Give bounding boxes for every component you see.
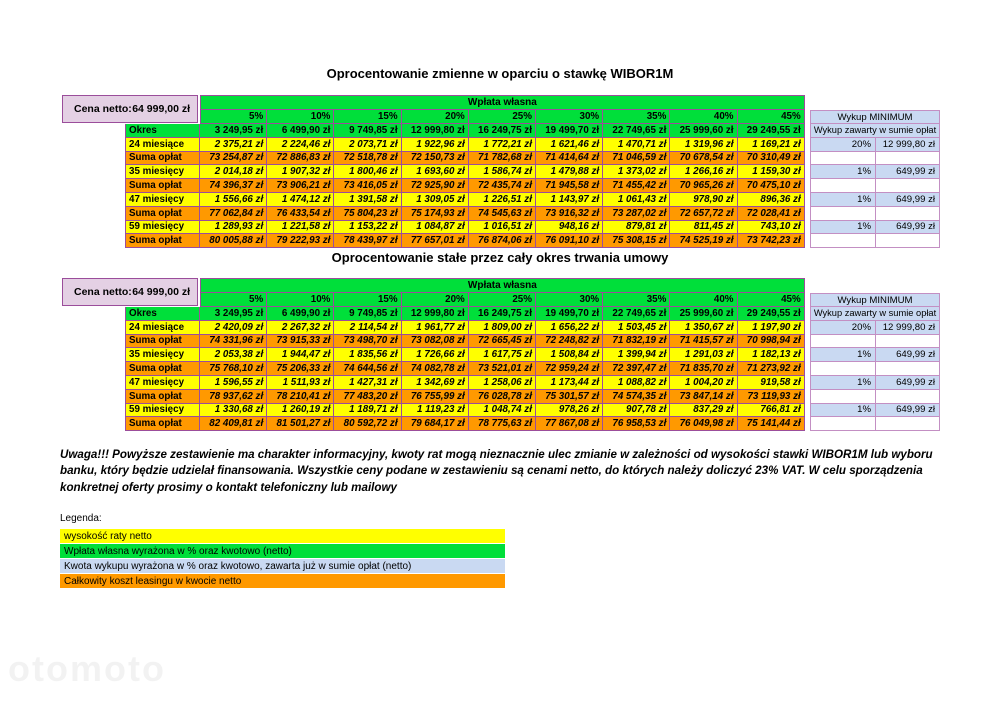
- value-cell: 25 999,60 zł: [670, 307, 737, 321]
- value-cell: 1 596,55 zł: [200, 376, 267, 390]
- wykup-pct-cell: 1%: [810, 193, 876, 207]
- value-cell: 1 470,71 zł: [603, 138, 670, 152]
- percent-header: 5%: [200, 293, 267, 307]
- value-cell: 73 498,70 zł: [334, 335, 401, 349]
- net-price-value: 64 999,00 zł: [132, 286, 190, 298]
- value-cell: 1 258,06 zł: [469, 376, 536, 390]
- value-cell: 71 455,42 zł: [603, 179, 670, 193]
- value-cell: 1 350,67 zł: [670, 321, 737, 335]
- legend-item-green: Wpłata własna wyrażona w % oraz kwotowo (netto): [60, 544, 505, 558]
- legend-item-blue: Kwota wykupu wyrażona w % oraz kwotowo, zawarta już w sumie opłat (netto): [60, 559, 505, 573]
- value-cell: 72 150,73 zł: [402, 152, 469, 166]
- wykup-pct-cell: [810, 417, 876, 431]
- value-cell: 73 287,02 zł: [603, 207, 670, 221]
- wykup-grid: [810, 95, 940, 248]
- value-cell: 1 342,69 zł: [402, 376, 469, 390]
- watermark: otomoto: [8, 648, 166, 689]
- value-cell: 3 249,95 zł: [200, 124, 267, 138]
- value-cell: 1 907,32 zł: [267, 165, 334, 179]
- wykup-amount-cell: 649,99 zł: [876, 221, 940, 235]
- wykup-amount-cell: [876, 335, 940, 349]
- row-label: 47 miesięcy: [125, 376, 200, 390]
- value-cell: 77 483,20 zł: [334, 390, 401, 404]
- rate-grid: [125, 95, 805, 248]
- value-cell: 71 835,70 zł: [670, 362, 737, 376]
- percent-header: 5%: [200, 110, 267, 124]
- value-cell: 70 678,54 zł: [670, 152, 737, 166]
- value-cell: 73 254,87 zł: [200, 152, 267, 166]
- value-cell: 76 049,98 zł: [670, 417, 737, 431]
- row-label: 59 miesięcy: [125, 404, 200, 418]
- value-cell: 16 249,75 zł: [469, 307, 536, 321]
- wykup-minimum-header: Wykup MINIMUM: [810, 110, 940, 124]
- percent-header: 40%: [670, 110, 737, 124]
- wykup-subheader: Wykup zawarty w sumie opłat: [810, 307, 940, 321]
- fixed-rate-table-section: [0, 278, 1000, 432]
- value-cell: 2 114,54 zł: [334, 321, 401, 335]
- value-cell: 73 119,93 zł: [738, 390, 805, 404]
- value-cell: 74 545,63 zł: [469, 207, 536, 221]
- grid-corner: [125, 278, 200, 293]
- percent-header: 15%: [334, 110, 401, 124]
- value-cell: 75 174,93 zł: [402, 207, 469, 221]
- percent-header: 20%: [402, 293, 469, 307]
- value-cell: 77 062,84 zł: [200, 207, 267, 221]
- wplata-wlasna-header: Wpłata własna: [200, 278, 805, 293]
- value-cell: 19 499,70 zł: [536, 307, 603, 321]
- wykup-amount-cell: 649,99 zł: [876, 404, 940, 418]
- value-cell: 948,16 zł: [536, 221, 603, 235]
- value-cell: 76 433,54 zł: [267, 207, 334, 221]
- value-cell: 907,78 zł: [603, 404, 670, 418]
- value-cell: 74 331,96 zł: [200, 335, 267, 349]
- grid-corner: [125, 110, 200, 124]
- value-cell: 71 414,64 zł: [536, 152, 603, 166]
- value-cell: 22 749,65 zł: [603, 124, 670, 138]
- value-cell: 70 998,94 zł: [738, 335, 805, 349]
- wykup-amount-cell: [876, 417, 940, 431]
- wykup-pct-cell: 1%: [810, 221, 876, 235]
- value-cell: 73 916,32 zł: [536, 207, 603, 221]
- value-cell: 22 749,65 zł: [603, 307, 670, 321]
- value-cell: 978,26 zł: [536, 404, 603, 418]
- grid-corner: [125, 293, 200, 307]
- value-cell: 1 399,94 zł: [603, 348, 670, 362]
- value-cell: 2 224,46 zł: [267, 138, 334, 152]
- rate-grid: [125, 278, 805, 431]
- value-cell: 1 197,90 zł: [738, 321, 805, 335]
- value-cell: 74 644,56 zł: [334, 362, 401, 376]
- wykup-pct-cell: 1%: [810, 348, 876, 362]
- value-cell: 73 082,08 zł: [402, 335, 469, 349]
- value-cell: 72 028,41 zł: [738, 207, 805, 221]
- wplata-wlasna-header: Wpłata własna: [200, 95, 805, 110]
- wykup-pct-cell: [810, 207, 876, 221]
- wykup-pct-cell: 1%: [810, 404, 876, 418]
- value-cell: 76 958,53 zł: [603, 417, 670, 431]
- value-cell: 1 221,58 zł: [267, 221, 334, 235]
- value-cell: 75 206,33 zł: [267, 362, 334, 376]
- value-cell: 743,10 zł: [738, 221, 805, 235]
- value-cell: 74 082,78 zł: [402, 362, 469, 376]
- value-cell: 1 330,68 zł: [200, 404, 267, 418]
- value-cell: 1 153,22 zł: [334, 221, 401, 235]
- value-cell: 9 749,85 zł: [334, 307, 401, 321]
- row-label: Suma opłat: [125, 390, 200, 404]
- value-cell: 919,58 zł: [738, 376, 805, 390]
- percent-header: 35%: [603, 110, 670, 124]
- value-cell: 2 073,71 zł: [334, 138, 401, 152]
- wykup-amount-cell: 649,99 zł: [876, 193, 940, 207]
- value-cell: 72 518,78 zł: [334, 152, 401, 166]
- value-cell: 1 373,02 zł: [603, 165, 670, 179]
- value-cell: 78 937,62 zł: [200, 390, 267, 404]
- disclaimer-text: Uwaga!!! Powyższe zestawienie ma charakter informacyjny, kwoty rat mogą nieznacznie ulec zmianie w zależności od wysokości stawki WIBOR1M lub wyboru banku, który będzie udzielał finansowania. Wszystkie ceny podane w zestawieniu są cenami netto, do których należy doliczyć 23% VAT. W celu sporządzenia konkretnej oferty prosimy o kontakt telefoniczny lub mailowy: [60, 448, 933, 494]
- wykup-pct-cell: 1%: [810, 165, 876, 179]
- value-cell: 78 210,41 zł: [267, 390, 334, 404]
- net-price-label: Cena netto:: [74, 103, 132, 115]
- value-cell: 12 999,80 zł: [402, 307, 469, 321]
- value-cell: 896,36 zł: [738, 193, 805, 207]
- percent-header: 20%: [402, 110, 469, 124]
- value-cell: 72 657,72 zł: [670, 207, 737, 221]
- row-label: 35 miesięcy: [125, 165, 200, 179]
- wykup-pct-cell: [810, 335, 876, 349]
- legend-item-orange: Całkowity koszt leasingu w kwocie netto: [60, 574, 505, 588]
- value-cell: 1 189,71 zł: [334, 404, 401, 418]
- value-cell: 1 809,00 zł: [469, 321, 536, 335]
- value-cell: 766,81 zł: [738, 404, 805, 418]
- value-cell: 71 832,19 zł: [603, 335, 670, 349]
- wykup-grid: [810, 278, 940, 431]
- value-cell: 6 499,90 zł: [267, 124, 334, 138]
- row-label: 24 miesiące: [125, 138, 200, 152]
- value-cell: 78 439,97 zł: [334, 234, 401, 248]
- legend: [60, 513, 505, 589]
- row-label: Suma opłat: [125, 207, 200, 221]
- row-label: 47 miesięcy: [125, 193, 200, 207]
- wykup-pct-cell: 1%: [810, 376, 876, 390]
- value-cell: 75 804,23 zł: [334, 207, 401, 221]
- value-cell: 78 775,63 zł: [469, 417, 536, 431]
- value-cell: 72 925,90 zł: [402, 179, 469, 193]
- wykup-subheader: Wykup zawarty w sumie opłat: [810, 124, 940, 138]
- value-cell: 1 656,22 zł: [536, 321, 603, 335]
- value-cell: 1 922,96 zł: [402, 138, 469, 152]
- value-cell: 811,45 zł: [670, 221, 737, 235]
- value-cell: 76 028,78 zł: [469, 390, 536, 404]
- row-label: Suma opłat: [125, 234, 200, 248]
- value-cell: 1 226,51 zł: [469, 193, 536, 207]
- value-cell: 79 222,93 zł: [267, 234, 334, 248]
- value-cell: 879,81 zł: [603, 221, 670, 235]
- value-cell: 1 182,13 zł: [738, 348, 805, 362]
- percent-header: 25%: [469, 110, 536, 124]
- value-cell: 72 886,83 zł: [267, 152, 334, 166]
- value-cell: 29 249,55 zł: [738, 124, 805, 138]
- value-cell: 1 048,74 zł: [469, 404, 536, 418]
- value-cell: 1 772,21 zł: [469, 138, 536, 152]
- value-cell: 70 310,49 zł: [738, 152, 805, 166]
- row-label: 35 miesięcy: [125, 348, 200, 362]
- wykup-pct-cell: 20%: [810, 321, 876, 335]
- value-cell: 29 249,55 zł: [738, 307, 805, 321]
- row-label: Okres: [125, 124, 200, 138]
- value-cell: 80 592,72 zł: [334, 417, 401, 431]
- value-cell: 79 684,17 zł: [402, 417, 469, 431]
- wykup-amount-cell: [876, 152, 940, 166]
- value-cell: 75 301,57 zł: [536, 390, 603, 404]
- value-cell: 1 143,97 zł: [536, 193, 603, 207]
- value-cell: 1 474,12 zł: [267, 193, 334, 207]
- value-cell: 1 508,84 zł: [536, 348, 603, 362]
- value-cell: 76 091,10 zł: [536, 234, 603, 248]
- wykup-pct-cell: [810, 234, 876, 248]
- value-cell: 70 965,26 zł: [670, 179, 737, 193]
- value-cell: 1 586,74 zł: [469, 165, 536, 179]
- percent-header: 10%: [267, 293, 334, 307]
- value-cell: 80 005,88 zł: [200, 234, 267, 248]
- value-cell: 77 867,08 zł: [536, 417, 603, 431]
- value-cell: 2 375,21 zł: [200, 138, 267, 152]
- value-cell: 74 396,37 zł: [200, 179, 267, 193]
- value-cell: 16 249,75 zł: [469, 124, 536, 138]
- value-cell: 1 004,20 zł: [670, 376, 737, 390]
- value-cell: 1 319,96 zł: [670, 138, 737, 152]
- net-price-value: 64 999,00 zł: [132, 103, 190, 115]
- value-cell: 2 014,18 zł: [200, 165, 267, 179]
- value-cell: 81 501,27 zł: [267, 417, 334, 431]
- row-label: 24 miesiące: [125, 321, 200, 335]
- table-title-variable-rate: Oprocentowanie zmienne w oparciu o stawkę WIBOR1M: [326, 66, 674, 81]
- wykup-amount-cell: [876, 362, 940, 376]
- value-cell: 72 959,24 zł: [536, 362, 603, 376]
- value-cell: 1 835,56 zł: [334, 348, 401, 362]
- value-cell: 1 944,47 zł: [267, 348, 334, 362]
- wykup-amount-cell: [876, 390, 940, 404]
- value-cell: 1 291,03 zł: [670, 348, 737, 362]
- wykup-pct-cell: 20%: [810, 138, 876, 152]
- value-cell: 1 621,46 zł: [536, 138, 603, 152]
- value-cell: 70 475,10 zł: [738, 179, 805, 193]
- value-cell: 73 521,01 zł: [469, 362, 536, 376]
- value-cell: 19 499,70 zł: [536, 124, 603, 138]
- value-cell: 1 556,66 zł: [200, 193, 267, 207]
- row-label: Suma opłat: [125, 179, 200, 193]
- value-cell: 71 945,58 zł: [536, 179, 603, 193]
- value-cell: 74 574,35 zł: [603, 390, 670, 404]
- value-cell: 1 479,88 zł: [536, 165, 603, 179]
- wykup-amount-cell: [876, 207, 940, 221]
- value-cell: 71 415,57 zł: [670, 335, 737, 349]
- percent-header: 35%: [603, 293, 670, 307]
- percent-header: 45%: [738, 293, 805, 307]
- value-cell: 73 906,21 zł: [267, 179, 334, 193]
- value-cell: 1 961,77 zł: [402, 321, 469, 335]
- value-cell: 71 782,68 zł: [469, 152, 536, 166]
- value-cell: 73 847,14 zł: [670, 390, 737, 404]
- value-cell: 76 874,06 zł: [469, 234, 536, 248]
- value-cell: 1 511,93 zł: [267, 376, 334, 390]
- legend-bars: [60, 529, 505, 588]
- value-cell: 77 657,01 zł: [402, 234, 469, 248]
- value-cell: 1 119,23 zł: [402, 404, 469, 418]
- value-cell: 74 525,19 zł: [670, 234, 737, 248]
- value-cell: 9 749,85 zł: [334, 124, 401, 138]
- value-cell: 1 427,31 zł: [334, 376, 401, 390]
- variable-rate-table-section: [0, 95, 1000, 249]
- percent-header: 25%: [469, 293, 536, 307]
- value-cell: 978,90 zł: [670, 193, 737, 207]
- value-cell: 1 617,75 zł: [469, 348, 536, 362]
- wykup-amount-cell: 649,99 zł: [876, 376, 940, 390]
- value-cell: 1 800,46 zł: [334, 165, 401, 179]
- wykup-pct-cell: [810, 390, 876, 404]
- wykup-amount-cell: [876, 179, 940, 193]
- legend-title: Legenda:: [60, 513, 102, 524]
- percent-header: 45%: [738, 110, 805, 124]
- grid-corner: [125, 95, 200, 110]
- value-cell: 73 915,33 zł: [267, 335, 334, 349]
- legend-item-yellow: wysokość raty netto: [60, 529, 505, 543]
- value-cell: 2 053,38 zł: [200, 348, 267, 362]
- table-title-fixed-rate: Oprocentowanie stałe przez cały okres trwania umowy: [331, 250, 669, 265]
- value-cell: 1 173,44 zł: [536, 376, 603, 390]
- row-label: Okres: [125, 307, 200, 321]
- value-cell: 1 016,51 zł: [469, 221, 536, 235]
- percent-header: 10%: [267, 110, 334, 124]
- value-cell: 76 755,99 zł: [402, 390, 469, 404]
- percent-header: 40%: [670, 293, 737, 307]
- value-cell: 1 084,87 zł: [402, 221, 469, 235]
- value-cell: 71 046,59 zł: [603, 152, 670, 166]
- value-cell: 6 499,90 zł: [267, 307, 334, 321]
- value-cell: 72 248,82 zł: [536, 335, 603, 349]
- wykup-pct-cell: [810, 179, 876, 193]
- value-cell: 1 503,45 zł: [603, 321, 670, 335]
- wykup-pct-cell: [810, 362, 876, 376]
- value-cell: 1 061,43 zł: [603, 193, 670, 207]
- percent-header: 15%: [334, 293, 401, 307]
- value-cell: 72 665,45 zł: [469, 335, 536, 349]
- row-label: Suma opłat: [125, 335, 200, 349]
- value-cell: 1 088,82 zł: [603, 376, 670, 390]
- value-cell: 3 249,95 zł: [200, 307, 267, 321]
- value-cell: 73 416,05 zł: [334, 179, 401, 193]
- value-cell: 837,29 zł: [670, 404, 737, 418]
- row-label: 59 miesięcy: [125, 221, 200, 235]
- wykup-amount-cell: 12 999,80 zł: [876, 138, 940, 152]
- wykup-amount-cell: 649,99 zł: [876, 165, 940, 179]
- value-cell: 82 409,81 zł: [200, 417, 267, 431]
- wykup-amount-cell: [876, 234, 940, 248]
- wykup-amount-cell: 649,99 zł: [876, 348, 940, 362]
- wykup-minimum-header: Wykup MINIMUM: [810, 293, 940, 307]
- value-cell: 1 391,58 zł: [334, 193, 401, 207]
- value-cell: 1 266,16 zł: [670, 165, 737, 179]
- net-price-label: Cena netto:: [74, 286, 132, 298]
- value-cell: 71 273,92 zł: [738, 362, 805, 376]
- value-cell: 75 308,15 zł: [603, 234, 670, 248]
- value-cell: 1 693,60 zł: [402, 165, 469, 179]
- value-cell: 2 420,09 zł: [200, 321, 267, 335]
- row-label: Suma opłat: [125, 362, 200, 376]
- value-cell: 25 999,60 zł: [670, 124, 737, 138]
- row-label: Suma opłat: [125, 417, 200, 431]
- row-label: Suma opłat: [125, 152, 200, 166]
- value-cell: 75 141,44 zł: [738, 417, 805, 431]
- value-cell: 1 289,93 zł: [200, 221, 267, 235]
- value-cell: 75 768,10 zł: [200, 362, 267, 376]
- value-cell: 12 999,80 zł: [402, 124, 469, 138]
- percent-header: 30%: [536, 293, 603, 307]
- value-cell: 72 435,74 zł: [469, 179, 536, 193]
- value-cell: 1 169,21 zł: [738, 138, 805, 152]
- percent-header: 30%: [536, 110, 603, 124]
- value-cell: 1 726,66 zł: [402, 348, 469, 362]
- value-cell: 73 742,23 zł: [738, 234, 805, 248]
- value-cell: 1 309,05 zł: [402, 193, 469, 207]
- value-cell: 1 260,19 zł: [267, 404, 334, 418]
- wykup-pct-cell: [810, 152, 876, 166]
- value-cell: 1 159,30 zł: [738, 165, 805, 179]
- value-cell: 2 267,32 zł: [267, 321, 334, 335]
- value-cell: 72 397,47 zł: [603, 362, 670, 376]
- wykup-amount-cell: 12 999,80 zł: [876, 321, 940, 335]
